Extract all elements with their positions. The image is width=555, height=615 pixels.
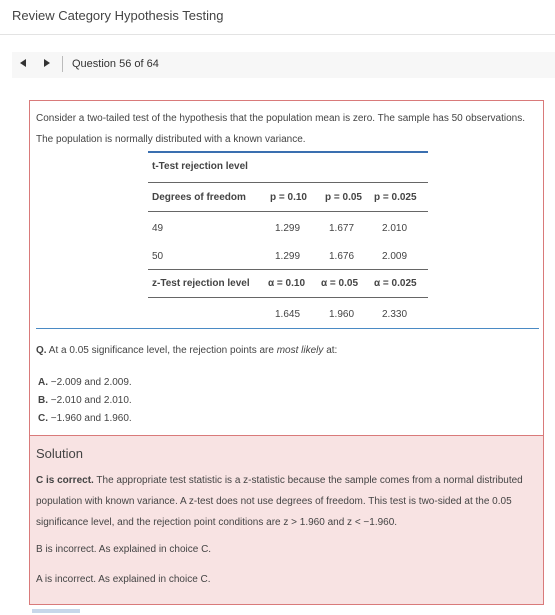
choice-text: −2.010 and 2.010. (50, 395, 132, 406)
z-header-a05: α = 0.05 (321, 278, 359, 289)
question-label: Q. (36, 345, 47, 356)
t-row-49-df: 49 (152, 223, 164, 234)
choice-b[interactable] (38, 395, 132, 406)
next-arrow-icon[interactable] (44, 59, 50, 67)
question-nav (12, 52, 555, 78)
t-header-p10: p = 0.10 (270, 192, 307, 203)
t-row-50-df: 50 (152, 251, 164, 262)
z-row-a025: 2.330 (382, 309, 408, 320)
t-row-49-p025: 2.010 (382, 223, 408, 234)
choice-a[interactable] (38, 377, 132, 388)
t-row-50-p10: 1.299 (275, 251, 301, 262)
t-header-p025: p = 0.025 (374, 192, 417, 203)
prev-arrow-icon[interactable] (20, 59, 26, 67)
t-row-50-p05: 1.676 (329, 251, 355, 262)
solution-box (29, 435, 544, 605)
question-text-part2: at: (326, 345, 338, 356)
question-text-emphasis: most likely (276, 345, 324, 356)
solution-explanation-block (36, 470, 536, 533)
z-row-a10: 1.645 (275, 309, 301, 320)
choice-letter: A. (38, 377, 48, 388)
z-header-a10: α = 0.10 (268, 278, 306, 289)
table-rule (148, 182, 428, 183)
question-stem: Consider a two-tailed test of the hypothesis that the population mean is zero. The sample has 50 observations. The population is normally distributed with a known variance. (36, 113, 525, 145)
nav-divider (62, 56, 63, 72)
z-row-a05: 1.960 (329, 309, 355, 320)
table-rule (148, 297, 428, 298)
solution-a-note: A is incorrect. As explained in choice C. (36, 574, 211, 585)
solution-title: Solution (36, 446, 83, 461)
table-rule (148, 269, 428, 270)
t-row-49-p10: 1.299 (275, 223, 301, 234)
table-top-rule (148, 151, 428, 153)
question-prompt (36, 345, 337, 356)
page-title: Review Category Hypothesis Testing (12, 8, 224, 23)
table-rule (148, 211, 428, 212)
choice-text: −2.009 and 2.009. (50, 377, 132, 388)
t-test-title: t-Test rejection level (152, 161, 248, 172)
question-divider (36, 328, 539, 329)
scroll-indicator (32, 609, 80, 613)
t-header-p05: p = 0.05 (325, 192, 362, 203)
t-row-50-p025: 2.009 (382, 251, 408, 262)
question-text-part1: At a 0.05 significance level, the rejection points are (48, 345, 274, 356)
choice-letter: C. (38, 413, 48, 424)
choice-c[interactable] (38, 413, 132, 424)
question-counter: Question 56 of 64 (72, 58, 159, 70)
t-row-49-p05: 1.677 (329, 223, 355, 234)
solution-correct-label: C is correct. (36, 475, 94, 486)
z-header-title: z-Test rejection level (152, 278, 250, 289)
solution-b-note: B is incorrect. As explained in choice C. (36, 544, 212, 555)
solution-explanation: The appropriate test statistic is a z-statistic because the sample comes from a normal distributed population with known variance. A z-test does not use degrees of freedom. This test is two-sided at the 0.05 significance level, and the rejection point conditions are z > 1.960 and z < −1.960. (36, 475, 523, 528)
choice-text: −1.960 and 1.960. (50, 413, 132, 424)
question-box (29, 100, 544, 435)
t-header-df: Degrees of freedom (152, 192, 246, 203)
choice-letter: B. (38, 395, 48, 406)
z-header-a025: α = 0.025 (374, 278, 417, 289)
header-bar (0, 0, 555, 35)
